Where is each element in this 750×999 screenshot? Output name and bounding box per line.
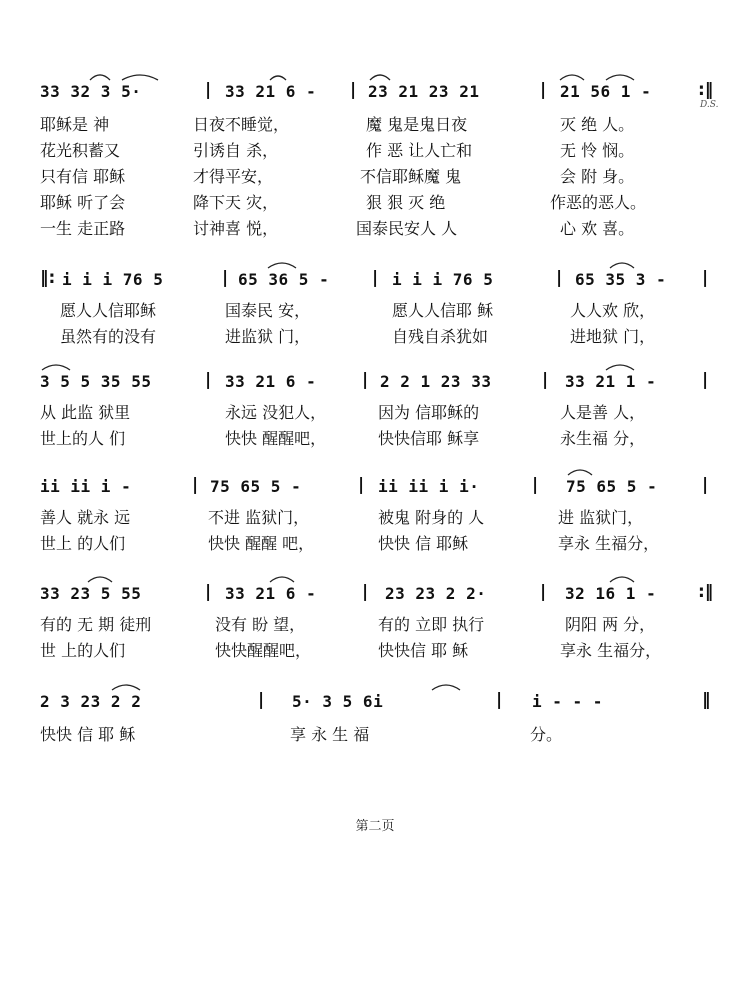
lyric-segment: 心 欢 喜。 bbox=[560, 219, 635, 238]
barline: | bbox=[205, 370, 212, 390]
measure: 5· 3 5 6i bbox=[292, 692, 384, 711]
barline: | bbox=[205, 80, 212, 100]
measure: 33 21 6 - bbox=[225, 584, 317, 603]
barline: | bbox=[258, 690, 265, 710]
lyric-segment: 自残自杀犹如 bbox=[392, 327, 489, 346]
final-barline: ‖ bbox=[702, 690, 711, 710]
lyric-segment: 只有信 耶稣 bbox=[40, 167, 126, 186]
lyric-segment: 作恶的恶人。 bbox=[550, 193, 647, 212]
measure: ii ii i i· bbox=[378, 477, 480, 496]
lyric-line bbox=[40, 505, 700, 531]
barline: | bbox=[192, 475, 199, 495]
barline: | bbox=[540, 582, 547, 602]
lyric-line bbox=[40, 531, 700, 557]
measure: 33 32 3 5· bbox=[40, 82, 142, 101]
lyric-segment: 花光积蓄又 bbox=[40, 141, 121, 160]
barline: | bbox=[362, 370, 369, 390]
page-number: 第二页 bbox=[355, 819, 395, 834]
barline: | bbox=[556, 268, 563, 288]
repeat-start-barline: ‖: bbox=[40, 268, 56, 288]
lyric-line bbox=[40, 190, 700, 216]
lyric-segment: 无 怜 悯。 bbox=[560, 141, 635, 160]
barline: | bbox=[350, 80, 357, 100]
lyric-line bbox=[40, 324, 700, 350]
lyric-line bbox=[40, 612, 700, 638]
lyric-segment: 灭 绝 人。 bbox=[560, 115, 635, 134]
barline: | bbox=[532, 475, 539, 495]
lyric-segment: 国泰民 安， bbox=[225, 301, 311, 320]
lyric-segment: 进 监狱门， bbox=[558, 508, 644, 527]
lyric-segment: 善人 就永 远 bbox=[40, 508, 131, 527]
lyric-segment: 永生福 分， bbox=[560, 429, 646, 448]
lyric-segment: 分。 bbox=[530, 725, 563, 744]
barline: | bbox=[702, 475, 709, 495]
measure: 2 3 23 2 2 bbox=[40, 692, 142, 711]
measure: 21 56 1 - bbox=[560, 82, 652, 101]
lyric-segment: 降下天 灾， bbox=[193, 193, 279, 212]
measure: 33 21 6 - bbox=[225, 372, 317, 391]
measure: 23 23 2 2· bbox=[385, 584, 487, 603]
lyric-segment: 快快醒醒吧， bbox=[215, 641, 312, 660]
lyric-segment: 一生 走正路 bbox=[40, 219, 126, 238]
repeat-end-barline: :‖ bbox=[698, 80, 714, 100]
lyric-segment: 魔 鬼是鬼日夜 bbox=[366, 115, 468, 134]
notation-line bbox=[0, 465, 750, 496]
measure: i i i 76 5 bbox=[392, 270, 494, 289]
lyric-line bbox=[40, 164, 700, 190]
lyric-segment: 永远 没犯人， bbox=[225, 403, 327, 422]
lyric-segment: 不进 监狱门， bbox=[208, 508, 310, 527]
lyric-segment: 作 恶 让人亡和 bbox=[366, 141, 473, 160]
notation-line bbox=[0, 360, 750, 391]
lyric-segment: 人人欢 欣， bbox=[570, 301, 656, 320]
lyric-segment: 没有 盼 望， bbox=[215, 615, 306, 634]
measure: i - - - bbox=[532, 692, 603, 711]
lyric-segment: 人是善 人， bbox=[560, 403, 646, 422]
measure: 23 21 23 21 bbox=[368, 82, 480, 101]
dal-segno-mark: D.S. bbox=[700, 100, 719, 110]
lyric-segment: 快快 信 耶 稣 bbox=[40, 725, 136, 744]
lyric-segment: 世上的人 们 bbox=[40, 429, 126, 448]
lyric-segment: 有的 立即 执行 bbox=[378, 615, 485, 634]
lyric-segment: 日夜不睡觉， bbox=[193, 115, 290, 134]
lyric-segment: 不信耶稣魔 鬼 bbox=[360, 167, 462, 186]
lyric-segment: 快快 信 耶稣 bbox=[378, 534, 469, 553]
lyric-line bbox=[40, 298, 700, 324]
lyric-line bbox=[40, 426, 700, 452]
notation-line bbox=[0, 572, 750, 603]
lyric-segment: 快快信 耶 稣 bbox=[378, 641, 469, 660]
lyric-segment: 愿人人信耶稣 bbox=[60, 301, 157, 320]
measure: 65 35 3 - bbox=[575, 270, 667, 289]
barline: | bbox=[372, 268, 379, 288]
lyric-segment: 讨神喜 悦， bbox=[193, 219, 279, 238]
barline: | bbox=[222, 268, 229, 288]
lyric-segment: 享永 生福分， bbox=[560, 641, 662, 660]
measure: ii ii i - bbox=[40, 477, 132, 496]
lyric-line bbox=[40, 400, 700, 426]
lyric-segment: 愿人人信耶 稣 bbox=[392, 301, 494, 320]
notation-line bbox=[0, 258, 750, 289]
lyric-segment: 因为 信耶稣的 bbox=[378, 403, 480, 422]
lyric-line bbox=[40, 112, 700, 138]
lyric-segment: 有的 无 期 徒刑 bbox=[40, 615, 152, 634]
lyric-line bbox=[40, 216, 700, 242]
lyric-line bbox=[40, 138, 700, 164]
barline: | bbox=[205, 582, 212, 602]
lyric-line bbox=[40, 638, 700, 664]
lyric-segment: 狠 狠 灭 绝 bbox=[366, 193, 446, 212]
notation-line bbox=[0, 70, 750, 110]
lyric-segment: 享 永 生 福 bbox=[290, 725, 370, 744]
lyric-segment: 快快信耶 稣享 bbox=[378, 429, 480, 448]
lyric-segment: 虽然有的没有 bbox=[60, 327, 157, 346]
lyric-segment: 世 上的人们 bbox=[40, 641, 126, 660]
lyric-segment: 世上 的人们 bbox=[40, 534, 126, 553]
measure: 32 16 1 - bbox=[565, 584, 657, 603]
lyric-segment: 耶稣是 神 bbox=[40, 115, 110, 134]
lyric-segment: 从 此监 狱里 bbox=[40, 403, 131, 422]
lyric-segment: 国泰民安人 人 bbox=[356, 219, 458, 238]
lyric-segment: 快快 醒醒 吧， bbox=[208, 534, 315, 553]
repeat-end-barline: :‖ bbox=[698, 582, 714, 602]
barline: | bbox=[358, 475, 365, 495]
lyric-segment: 引诱自 杀， bbox=[193, 141, 279, 160]
lyric-segment: 快快 醒醒吧， bbox=[225, 429, 327, 448]
measure: 2 2 1 23 33 bbox=[380, 372, 492, 391]
barline: | bbox=[702, 268, 709, 288]
lyric-segment: 才得平安， bbox=[193, 167, 274, 186]
measure: 75 65 5 - bbox=[566, 477, 658, 496]
measure: 3 5 5 35 55 bbox=[40, 372, 152, 391]
lyric-segment: 阴阳 两 分， bbox=[565, 615, 656, 634]
lyric-segment: 进监狱 门， bbox=[225, 327, 311, 346]
measure: 65 36 5 - bbox=[238, 270, 330, 289]
lyric-segment: 耶稣 听了会 bbox=[40, 193, 126, 212]
lyric-segment: 享永 生福分， bbox=[558, 534, 660, 553]
lyric-segment: 被鬼 附身的 人 bbox=[378, 508, 485, 527]
measure: 33 21 1 - bbox=[565, 372, 657, 391]
barline: | bbox=[362, 582, 369, 602]
measure: 33 23 5 55 bbox=[40, 584, 142, 603]
barline: | bbox=[540, 80, 547, 100]
notation-line bbox=[0, 680, 750, 711]
measure: 75 65 5 - bbox=[210, 477, 302, 496]
lyric-line bbox=[40, 722, 700, 748]
barline: | bbox=[496, 690, 503, 710]
measure: 33 21 6 - bbox=[225, 82, 317, 101]
measure: i i i 76 5 bbox=[62, 270, 164, 289]
barline: | bbox=[702, 370, 709, 390]
lyric-segment: 进地狱 门， bbox=[570, 327, 656, 346]
barline: | bbox=[542, 370, 549, 390]
lyric-segment: 会 附 身。 bbox=[560, 167, 635, 186]
